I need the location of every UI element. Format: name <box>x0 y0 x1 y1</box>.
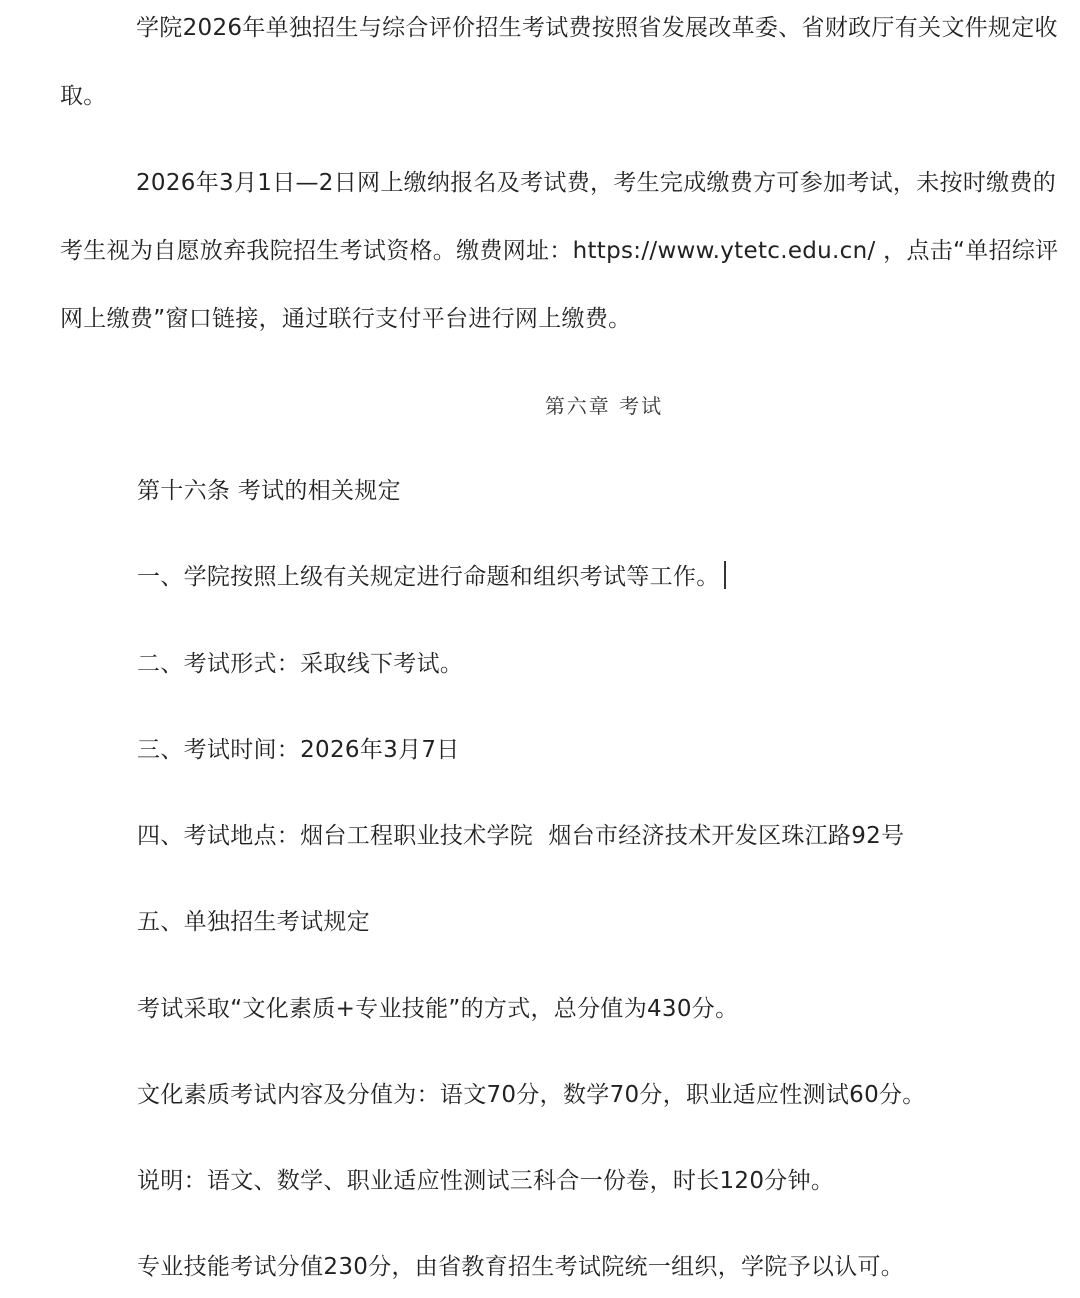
payment-paragraph: 2026年3月1日—2日网上缴纳报名及考试费，考生完成缴费方可参加考试，未按时缴费的考生视为自愿放弃我院招生考试资格。缴费网址：https://www.ytetc.edu.cn/ ，点击“单招综评网上缴费”窗口链接，通过联行支付平台进行网上缴费。 <box>60 170 1059 332</box>
list-item-exam-rules: 五、单独招生考试规定 <box>137 909 370 935</box>
list-item-skill-score: 专业技能考试分值230分，由省教育招生考试院统一组织，学院予以认可。 <box>137 1254 905 1280</box>
list-item-culture-scores: 文化素质考试内容及分值为：语文70分，数学70分，职业适应性测试60分。 <box>137 1082 926 1108</box>
list-item-exam-time: 三、考试时间：2026年3月7日 <box>137 737 460 763</box>
fee-paragraph: 学院2026年单独招生与综合评价招生考试费按照省发展改革委、省财政厅有关文件规定收取。 <box>60 15 1058 109</box>
list-item-exam-format: 二、考试形式：采取线下考试。 <box>137 651 464 677</box>
list-item-exam-location: 四、考试地点：烟台工程职业技术学院 烟台市经济技术开发区珠江路92号 <box>137 823 905 849</box>
chapter-title: 第六章 考试 <box>544 394 664 418</box>
list-item-exam-note: 说明：语文、数学、职业适应性测试三科合一份卷，时长120分钟。 <box>137 1168 835 1194</box>
list-item-total-score: 考试采取“文化素质+专业技能”的方式，总分值为430分。 <box>137 996 739 1022</box>
text-cursor <box>724 561 726 589</box>
list-item-text: 一、学院按照上级有关规定进行命题和组织考试等工作。 <box>137 564 720 590</box>
list-item-exam-organization[interactable] <box>137 561 726 593</box>
article-heading: 第十六条 考试的相关规定 <box>137 478 401 504</box>
